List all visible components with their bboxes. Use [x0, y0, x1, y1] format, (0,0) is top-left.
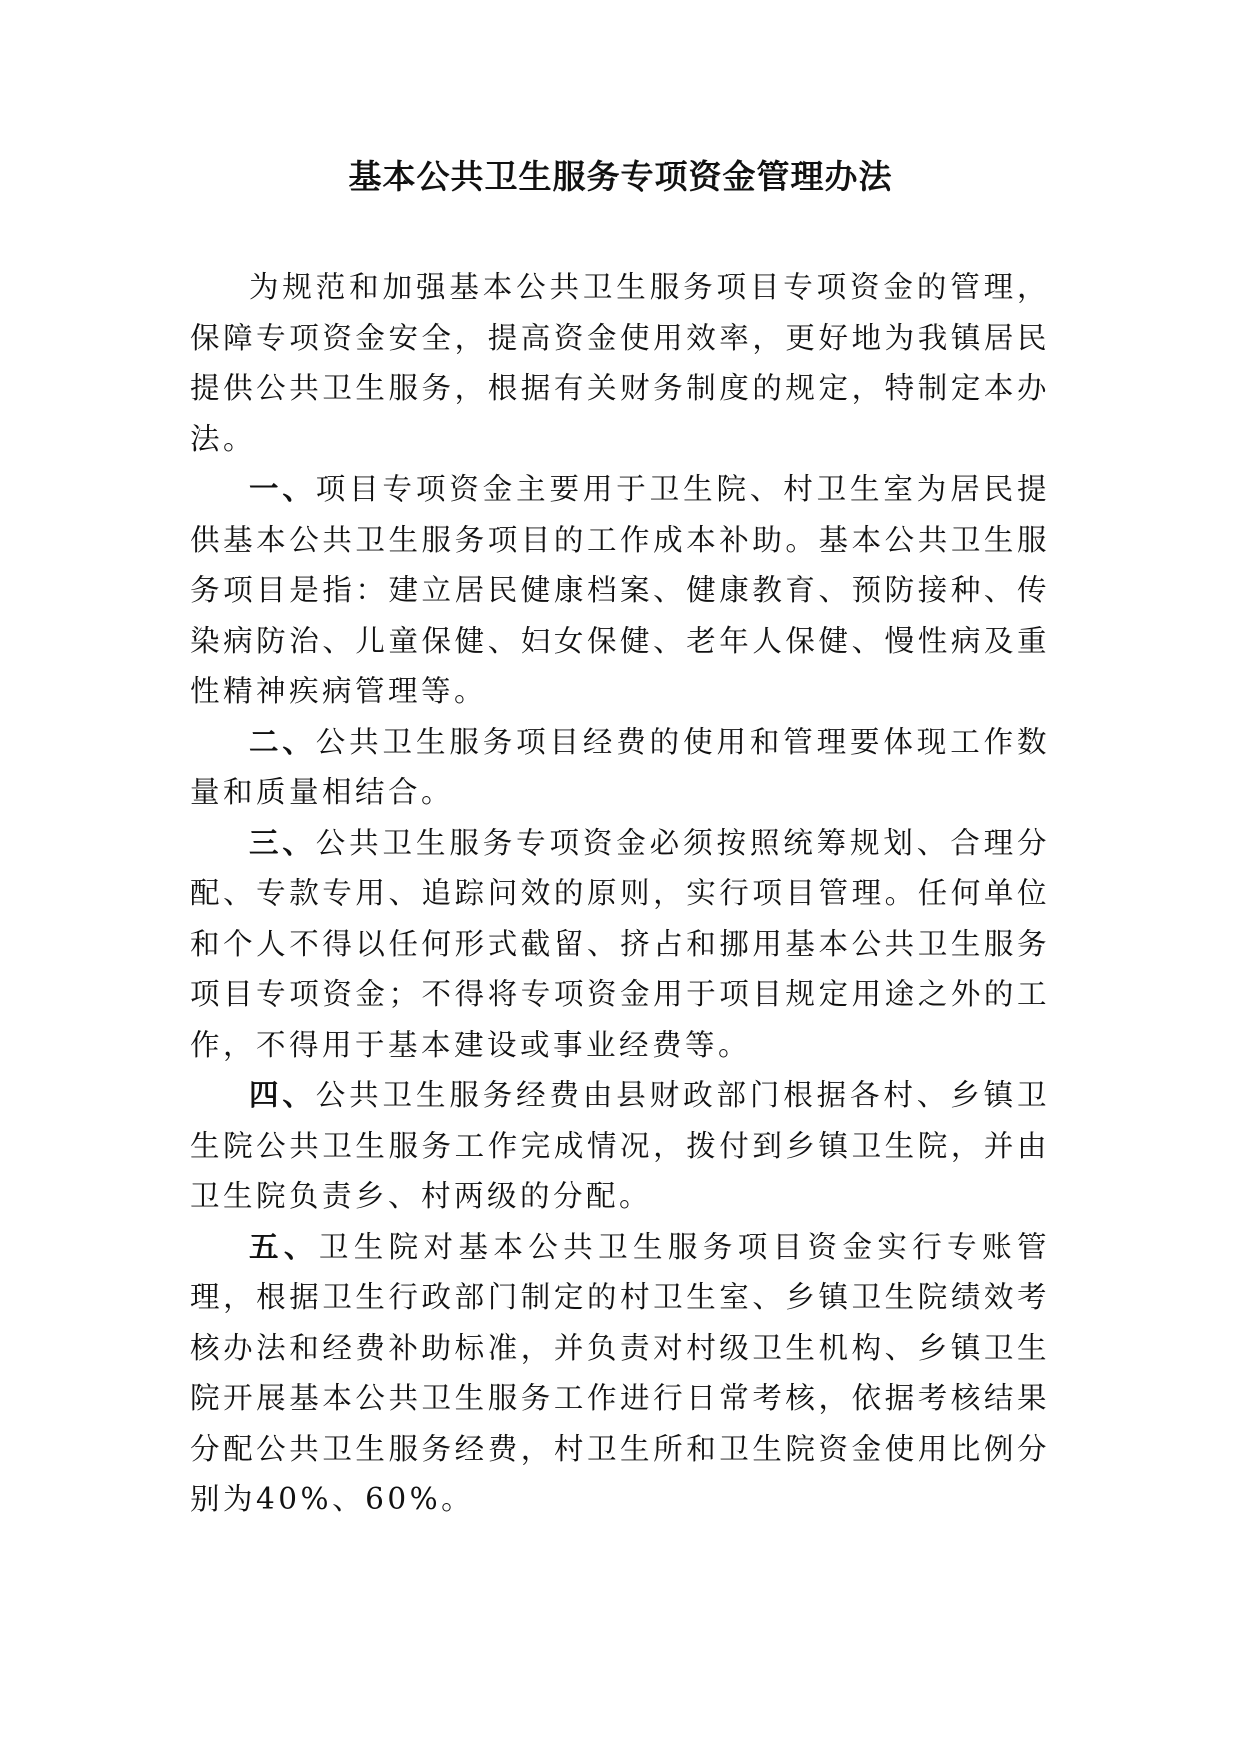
document-body [190, 262, 1050, 1525]
article-1-paragraph [190, 464, 1050, 717]
article-2-text: 公共卫生服务项目经费的使用和管理要体现工作数量和质量相结合。 [190, 724, 1050, 809]
article-1-text: 项目专项资金主要用于卫生院、村卫生室为居民提供基本公共卫生服务项目的工作成本补助。基本公共卫生服务项目是指：建立居民健康档案、健康教育、预防接种、传染病防治、儿童保健、妇女保健、老年人保健、慢性病及重性精神疾病管理等。 [190, 472, 1050, 708]
article-3-text: 公共卫生服务专项资金必须按照统筹规划、合理分配、专款专用、追踪问效的原则，实行项目管理。任何单位和个人不得以任何形式截留、挤占和挪用基本公共卫生服务项目专项资金；不得将专项资金用于项目规定用途之外的工作，不得用于基本建设或事业经费等。 [190, 825, 1050, 1062]
article-5-heading: 五、 [249, 1228, 319, 1264]
article-4-text: 公共卫生服务经费由县财政部门根据各村、乡镇卫生院公共卫生服务工作完成情况，拨付到乡镇卫生院，并由卫生院负责乡、村两级的分配。 [190, 1078, 1050, 1213]
article-5-text: 卫生院对基本公共卫生服务项目资金实行专账管理，根据卫生行政部门制定的村卫生室、乡镇卫生院绩效考核办法和经费补助标准，并负责对村级卫生机构、乡镇卫生院开展基本公共卫生服务工作进行日常考核，依据考核结果分配公共卫生服务经费，村卫生所和卫生院资金使用比例分别为40%、60%。 [190, 1229, 1050, 1516]
article-2-paragraph [190, 717, 1050, 818]
document-title: 基本公共卫生服务专项资金管理办法 [348, 157, 893, 196]
article-2-heading: 二、 [249, 723, 316, 759]
article-1-heading: 一、 [249, 471, 316, 506]
article-3-heading: 三、 [249, 824, 316, 860]
article-4-paragraph [190, 1070, 1050, 1222]
intro-paragraph: 为规范和加强基本公共卫生服务项目专项资金的管理，保障专项资金安全，提高资金使用效率，更好地为我镇居民提供公共卫生服务，根据有关财务制度的规定，特制定本办法。 [190, 270, 1050, 456]
article-3-paragraph [190, 818, 1050, 1071]
article-4-heading: 四、 [249, 1077, 316, 1112]
article-5-paragraph [190, 1222, 1050, 1525]
